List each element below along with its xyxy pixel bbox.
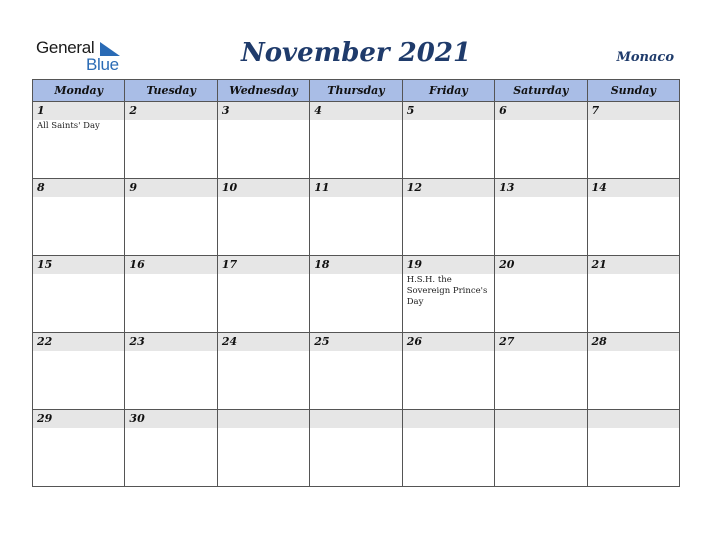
week-row — [33, 333, 680, 410]
day-number: 25 — [314, 335, 330, 348]
day-cell — [310, 333, 402, 410]
day-number: 3 — [221, 104, 230, 117]
day-number: 11 — [314, 181, 330, 194]
week-row — [33, 179, 680, 256]
day-number-bar — [33, 256, 124, 274]
day-cell — [310, 410, 402, 487]
day-number: 30 — [129, 412, 145, 425]
week-row — [33, 410, 680, 487]
day-number: 15 — [37, 258, 53, 271]
holiday-label: All Saints' Day — [37, 121, 100, 131]
day-cell — [402, 333, 494, 410]
day-number-bar — [495, 179, 586, 197]
day-cell — [587, 102, 679, 179]
day-number-bar — [310, 333, 401, 351]
day-number-bar — [125, 410, 216, 428]
day-number: 4 — [314, 104, 322, 117]
day-number-bar — [33, 102, 124, 120]
day-number: 12 — [406, 181, 422, 194]
day-cell — [33, 256, 125, 333]
day-number-bar — [495, 333, 586, 351]
day-number: 21 — [591, 258, 607, 271]
day-cell — [495, 410, 587, 487]
day-number: 27 — [499, 335, 515, 348]
day-number-bar — [310, 102, 401, 120]
calendar-body — [33, 102, 680, 487]
day-number: 8 — [37, 181, 45, 194]
day-number-bar — [588, 333, 679, 351]
day-cell — [310, 102, 402, 179]
day-number-bar — [218, 179, 309, 197]
day-number-bar — [310, 256, 401, 274]
day-number-bar — [588, 256, 679, 274]
day-number-bar — [125, 179, 216, 197]
day-cell — [495, 179, 587, 256]
country-label: Monaco — [616, 50, 674, 65]
day-number-bar — [218, 333, 309, 351]
day-cell — [495, 256, 587, 333]
day-number: 6 — [499, 104, 507, 117]
weekday-header-row — [33, 80, 680, 102]
day-cell — [402, 410, 494, 487]
day-cell — [33, 102, 125, 179]
logo-text-blue: Blue — [86, 55, 119, 74]
day-number: 1 — [37, 104, 45, 117]
day-number-bar — [403, 179, 494, 197]
day-cell — [587, 256, 679, 333]
day-number: 18 — [314, 258, 330, 271]
day-cell — [495, 333, 587, 410]
day-cell — [217, 256, 309, 333]
weekday-saturday: Saturday — [495, 80, 587, 102]
weekday-sunday: Sunday — [587, 80, 679, 102]
day-number-bar — [588, 179, 679, 197]
day-number-bar — [403, 333, 494, 351]
day-number-bar — [125, 333, 216, 351]
day-cell — [402, 256, 494, 333]
day-number-bar — [125, 256, 216, 274]
day-number-bar — [33, 410, 124, 428]
logo-text-general: General — [36, 38, 95, 57]
day-number: 26 — [406, 335, 422, 348]
day-number: 24 — [221, 335, 238, 348]
day-number-bar — [495, 256, 586, 274]
week-row — [33, 256, 680, 333]
day-number-bar — [218, 410, 309, 428]
day-cell — [125, 102, 217, 179]
weekday-tuesday: Tuesday — [125, 80, 217, 102]
weekday-wednesday: Wednesday — [217, 80, 309, 102]
day-number-bar — [403, 102, 494, 120]
day-cell — [402, 179, 494, 256]
day-cell — [587, 333, 679, 410]
day-number: 14 — [591, 181, 607, 194]
day-number-bar — [33, 179, 124, 197]
day-cell — [217, 410, 309, 487]
day-number: 7 — [591, 104, 600, 117]
day-number: 29 — [37, 412, 53, 425]
day-number-bar — [588, 410, 679, 428]
day-number: 9 — [129, 181, 138, 194]
day-number-bar — [403, 256, 494, 274]
day-number-bar — [403, 410, 494, 428]
weekday-thursday: Thursday — [310, 80, 402, 102]
weekday-friday: Friday — [402, 80, 494, 102]
day-cell — [310, 179, 402, 256]
day-number: 23 — [129, 335, 145, 348]
day-cell — [217, 179, 309, 256]
day-number: 2 — [129, 104, 138, 117]
day-number: 13 — [499, 181, 515, 194]
day-cell — [33, 333, 125, 410]
day-number-bar — [495, 102, 586, 120]
day-cell — [402, 102, 494, 179]
day-cell — [125, 256, 217, 333]
day-cell — [587, 179, 679, 256]
calendar-title: November 2021 — [240, 38, 472, 68]
day-number: 20 — [499, 258, 515, 271]
day-cell — [125, 333, 217, 410]
day-number-bar — [218, 256, 309, 274]
day-number: 10 — [221, 181, 238, 194]
day-cell — [217, 333, 309, 410]
day-cell — [33, 179, 125, 256]
day-number: 16 — [129, 258, 145, 271]
day-number-bar — [218, 102, 309, 120]
day-cell — [587, 410, 679, 487]
day-number: 5 — [406, 104, 415, 117]
day-number-bar — [495, 410, 586, 428]
day-number-bar — [33, 333, 124, 351]
holiday-label: H.S.H. the Sovereign Prince's Day — [406, 275, 488, 307]
day-number-bar — [588, 102, 679, 120]
day-number: 28 — [591, 335, 607, 348]
day-cell — [125, 410, 217, 487]
day-number: 17 — [221, 258, 238, 271]
calendar-grid — [32, 79, 680, 487]
day-number-bar — [125, 102, 216, 120]
weekday-monday: Monday — [33, 80, 125, 102]
day-number-bar — [310, 410, 401, 428]
day-cell — [125, 179, 217, 256]
day-cell — [217, 102, 309, 179]
day-cell — [33, 410, 125, 487]
day-number: 22 — [37, 335, 53, 348]
day-cell — [495, 102, 587, 179]
day-number-bar — [310, 179, 401, 197]
day-cell — [310, 256, 402, 333]
week-row — [33, 102, 680, 179]
day-number: 19 — [406, 258, 422, 271]
